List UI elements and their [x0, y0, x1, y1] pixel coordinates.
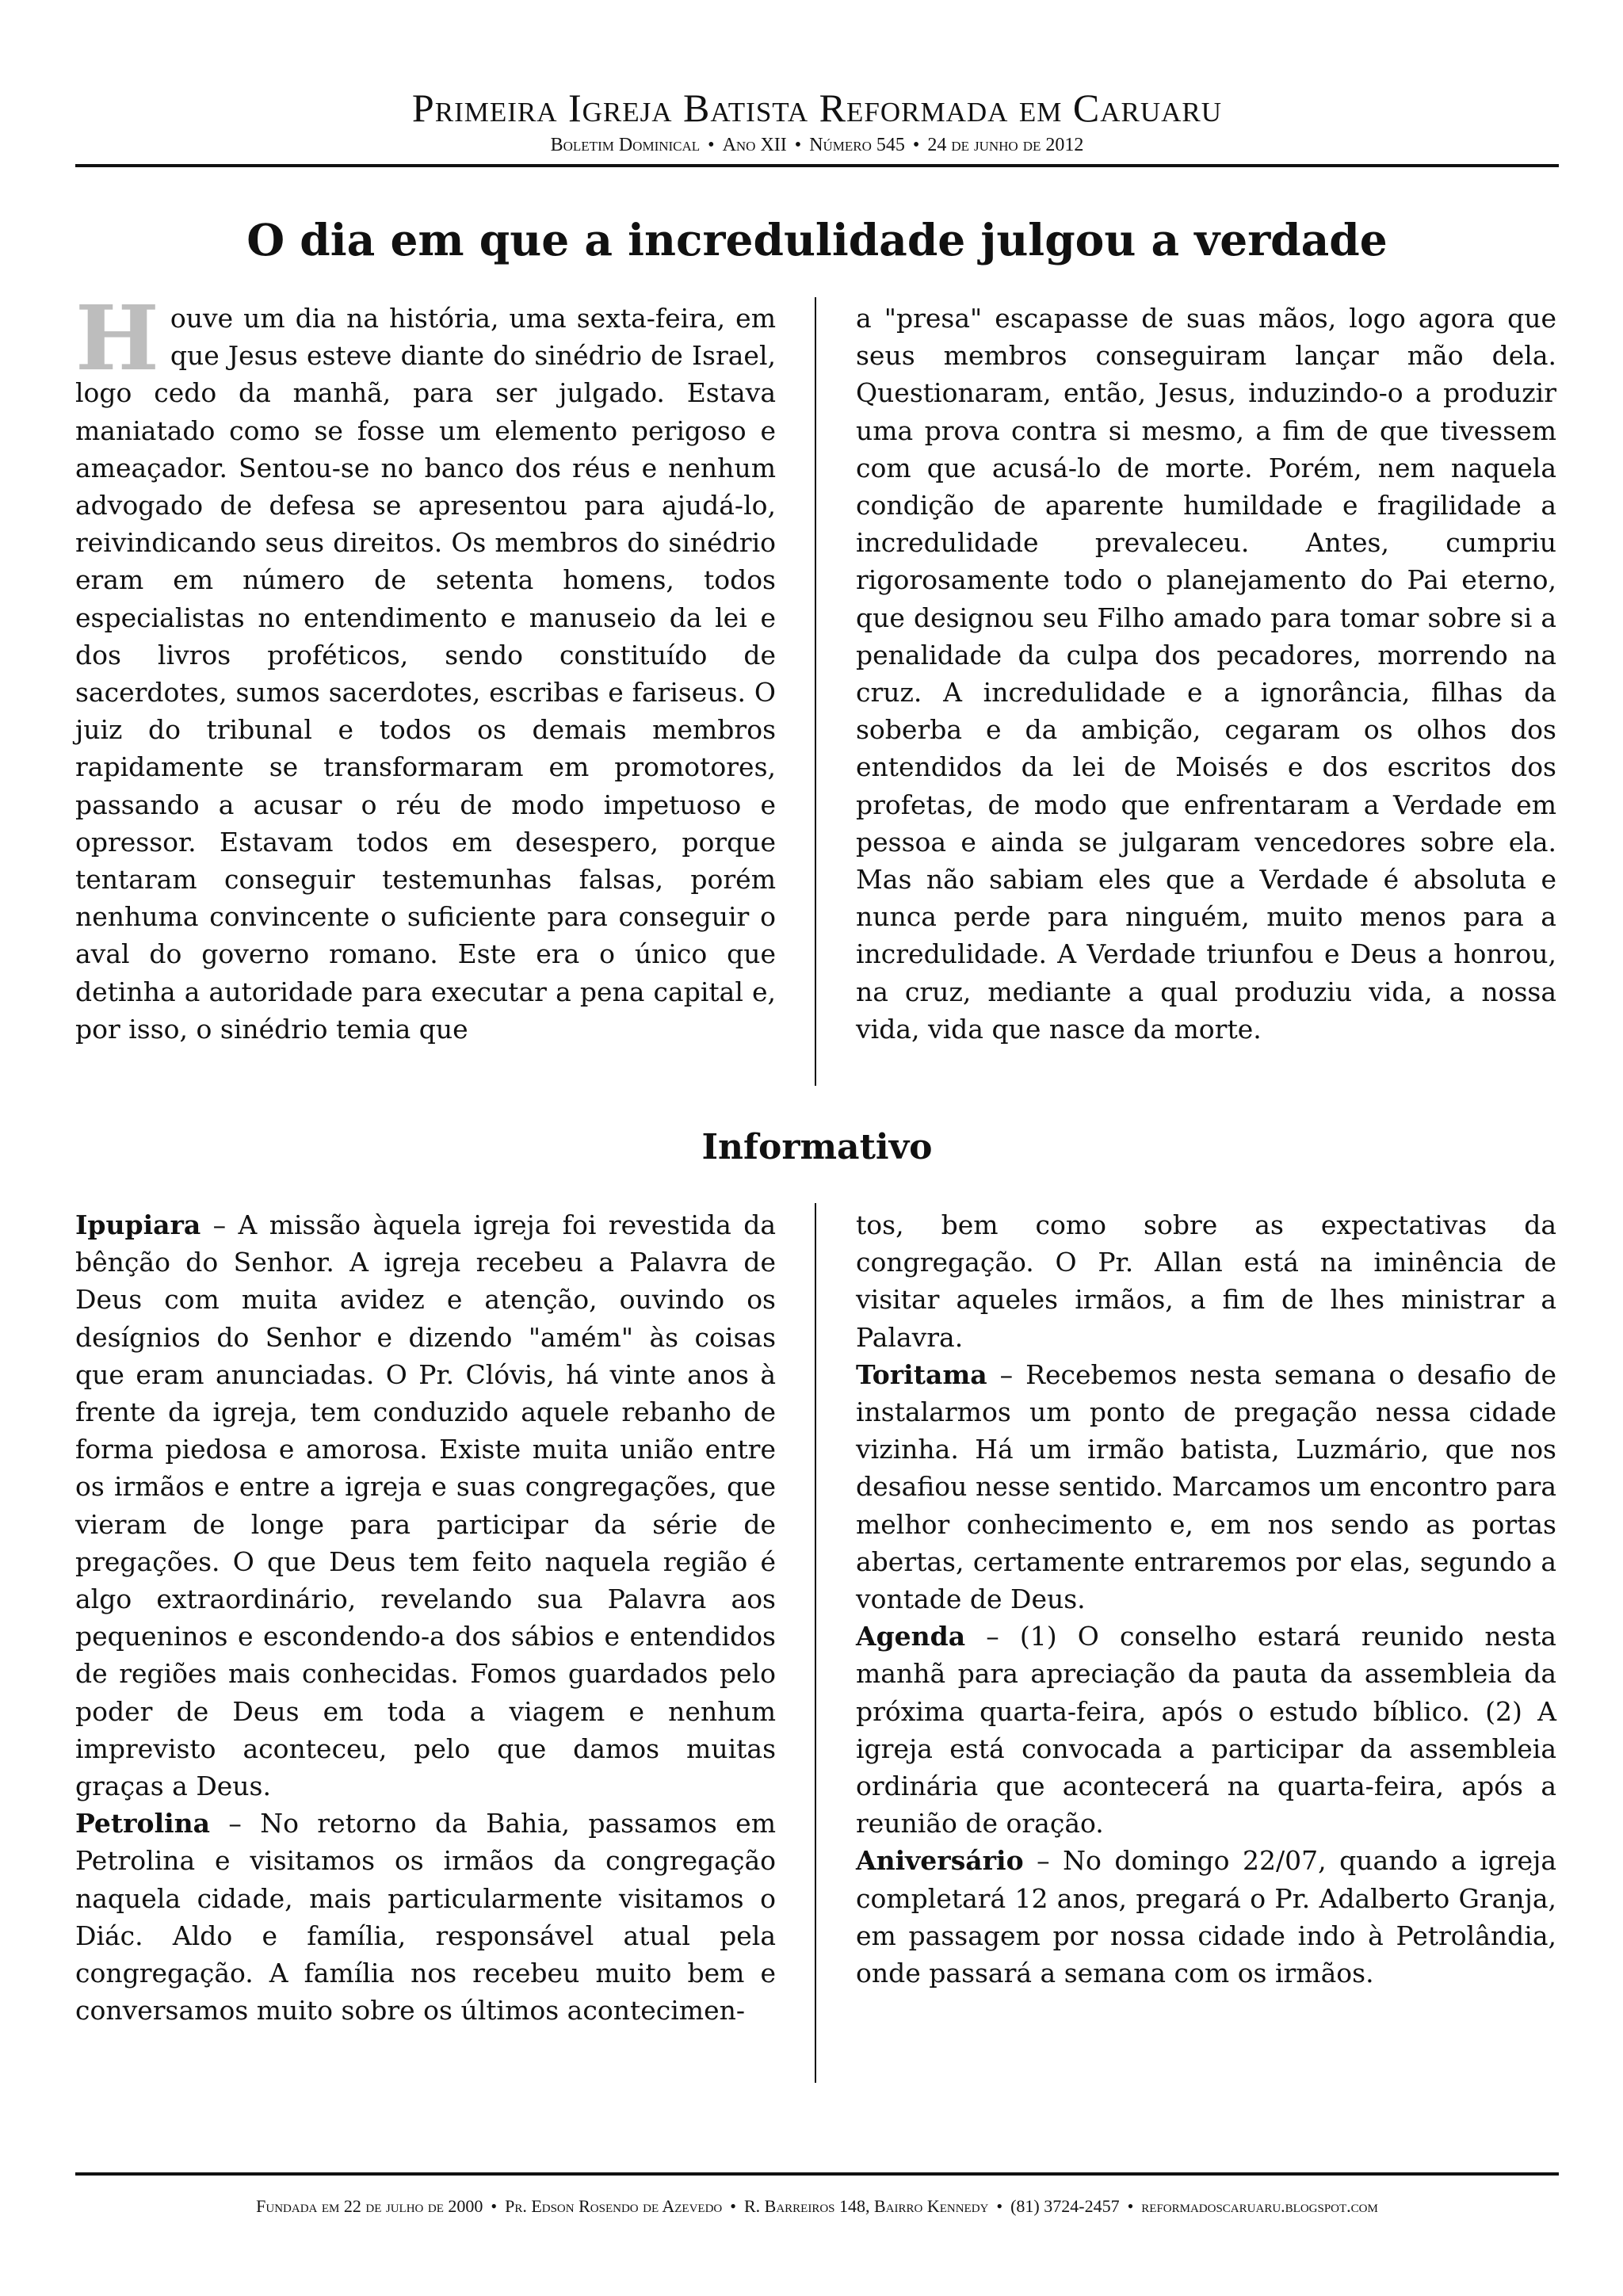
informativo-title: Informativo — [701, 1127, 933, 1167]
issue-line — [75, 133, 1559, 157]
news-text-toritama: – Recebemos nesta semana o desafio de instalarmos um ponto de pregação nessa cidade vizinha. Há um irmão batista, Luzmário, que nos desafiou nesse sentido. Marcamos um encontro para melhor conhecimento e, em nos sendo as portas abertas, certamente entraremos por elas, segundo a vontade de Deus. — [856, 1358, 1556, 1615]
news-item-ipupiara — [75, 1206, 776, 1805]
header-rule — [75, 164, 1559, 167]
footer-pastor: Pr. Edson Rosendo de Azevedo — [505, 2196, 723, 2216]
news-item-agenda — [856, 1618, 1556, 1842]
footer-phone: (81) 3724-2457 — [1010, 2196, 1120, 2216]
article-text-left: ouve um dia na história, uma sexta-feira, em que Jesus esteve diante do sinédrio de Israel, logo cedo da manhã, para ser julgado. Estava maniatado como se fosse um elemento perigoso e ameaçador. Sentou-se no banco dos réus e nenhum advogado de defesa se apresentou para ajudá-lo, reivindicando seus direitos. Os membros do sinédrio eram em número de setenta homens, todos especialistas no entendimento e manuseio da lei e dos livros proféticos, sendo constituído de sacerdotes, sumos sacerdotes, escribas e fariseus. O juiz do tribunal e todos os demais membros rapidamente se transformaram em promotores, passando a acusar o réu de modo impetuoso e opressor. Estavam todos em desespero, porque tentaram conseguir testemunhas falsas, porém nenhuma convincente o suficiente para conseguir o aval do governo romano. Este era o único que detinha a autoridade para executar a pena capital e, por isso, o sinédrio temia que — [75, 303, 776, 1045]
church-name: Primeira Igreja Batista Reformada em Caruaru — [411, 86, 1223, 130]
footer-website: reformadoscaruaru.blogspot.com — [1141, 2196, 1378, 2216]
separator-dot: • — [1127, 2196, 1134, 2216]
news-item-petrolina-continued: tos, bem como sobre as expectativas da congregação. O Pr. Allan está na iminência de visitar aqueles irmãos, a fim de lhes ministrar a Palavra. — [856, 1209, 1556, 1353]
news-item-aniversario — [856, 1842, 1556, 1992]
news-item-petrolina — [75, 1805, 776, 2029]
separator-dot: • — [912, 135, 920, 155]
issue-number: Número 545 — [809, 135, 905, 155]
article-paragraph-left — [75, 287, 776, 1048]
column-divider — [815, 1203, 816, 2083]
news-label-agenda: Agenda — [856, 1621, 966, 1652]
footer-rule — [75, 2172, 1559, 2176]
news-text-aniversario: – No domingo 22/07, quando a igreja completará 12 anos, pregará o Pr. Adalberto Granja, em passagem por nossa cidade indo à Petrolândia, onde passará a semana com os irmãos. — [856, 1845, 1556, 1989]
issue-date: 24 de junho de 2012 — [927, 135, 1084, 155]
footer-address: R. Barreiros 148, Bairro Kennedy — [743, 2196, 989, 2216]
article-column-left — [75, 287, 776, 1048]
footer-founded: Fundada em 22 de julho de 2000 — [256, 2196, 483, 2216]
article-column-right — [856, 300, 1556, 1048]
drop-cap: H — [75, 287, 159, 391]
news-item-toritama — [856, 1356, 1556, 1618]
news-text-agenda: – (1) O conselho estará reunido nesta manhã para apreciação da pauta da assembleia da próxima quarta-feira, após o estudo bíblico. (2) A igreja está convocada a participar da assembleia ordinária que acontecerá na quarta-feira, após a reunião de oração. — [856, 1621, 1556, 1839]
article-text-right: a "presa" escapasse de suas mãos, logo agora que seus membros conseguiram lançar mão dela. Questionaram, então, Jesus, induzindo-o a produzir uma prova contra si mesmo, a fim de que tivessem com que acusá-lo de morte. Porém, nem naquela condição de aparente humildade e fragilidade a incredulidade prevaleceu. Antes, cumpriu rigorosamente todo o planejamento do Pai eterno, que designou seu Filho amado para tomar sobre si a penalidade da culpa dos pecadores, morrendo na cruz. A incredulidade e a ignorância, filhas da soberba e da ambição, cegaram os olhos dos entendidos da lei de Moisés e dos escritos dos profetas, de modo que enfrentaram a Verdade em pessoa e ainda se julgaram vencedores sobre ela. Mas não sabiam eles que a Verdade é absoluta e nunca perde para ninguém, muito menos para a incredulidade. A Verdade triunfou e Deus a honrou, na cruz, mediante a qual produziu vida, a nossa vida, vida que nasce da morte. — [856, 303, 1556, 1045]
footer — [75, 2195, 1559, 2218]
column-divider — [815, 297, 816, 1086]
separator-dot: • — [996, 2196, 1003, 2216]
news-text-petrolina: – No retorno da Bahia, passamos em Petrolina e visitamos os irmãos da congregação naquela cidade, mais particularmente visitamos o Diác. Aldo e família, responsável atual pela congregação. A família nos recebeu muito bem e conversamos muito sobre os últimos acontecimen- — [75, 1808, 776, 2027]
separator-dot: • — [708, 135, 715, 155]
separator-dot: • — [730, 2196, 736, 2216]
news-label-ipupiara: Ipupiara — [75, 1209, 201, 1240]
masthead — [75, 86, 1559, 157]
separator-dot: • — [794, 135, 802, 155]
news-label-aniversario: Aniversário — [856, 1845, 1024, 1877]
informativo-column-left — [75, 1206, 776, 2029]
separator-dot: • — [491, 2196, 498, 2216]
bulletin-label: Boletim Dominical — [550, 135, 701, 155]
news-text-ipupiara: – A missão àquela igreja foi revestida da bênção do Senhor. A igreja recebeu a Palavra de Deus com muita avidez e atenção, ouvindo os desígnios do Senhor e dizendo "amém" às coisas que eram anunciadas. O Pr. Clóvis, há vinte anos à frente da igreja, tem conduzido aquele rebanho de forma piedosa e amorosa. Existe muita união entre os irmãos e entre a igreja e suas congregações, que vieram de longe para participar da série de pregações. O que Deus tem feito naquela região é algo extraordinário, revelando sua Palavra aos pequeninos e escondendo-a dos sábios e entendidos de regiões mais conhecidas. Fomos guardados pelo poder de Deus em toda a viagem e nenhum imprevisto aconteceu, pelo que damos muitas graças a Deus. — [75, 1209, 776, 1802]
article-title: O dia em que a incredulidade julgou a verdade — [246, 214, 1388, 266]
informativo-column-right — [856, 1206, 1556, 1992]
news-label-toritama: Toritama — [856, 1358, 987, 1390]
year-label: Ano XII — [722, 135, 787, 155]
news-label-petrolina: Petrolina — [75, 1808, 211, 1839]
